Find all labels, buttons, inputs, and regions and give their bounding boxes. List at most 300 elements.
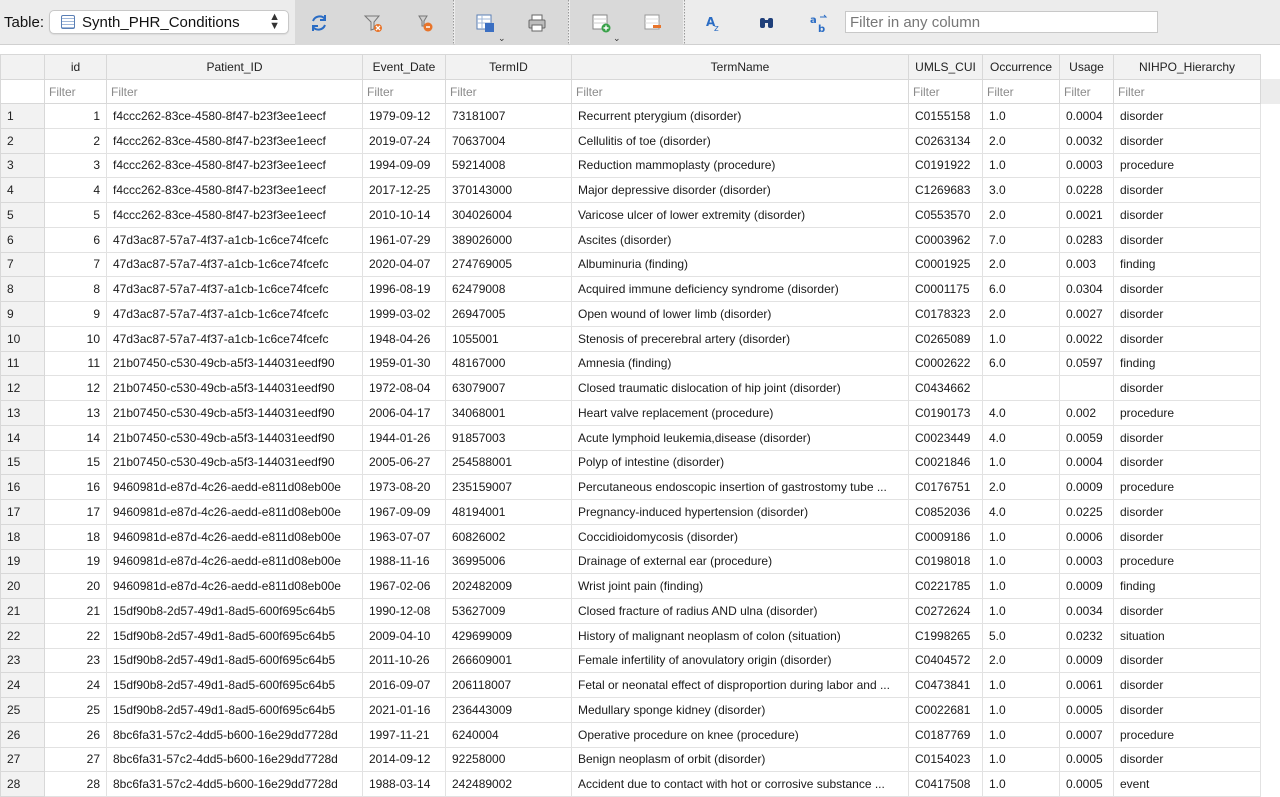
table-row[interactable] xyxy=(1,524,1261,549)
cell-id[interactable]: 8 xyxy=(45,277,107,302)
cell-umls-cui[interactable]: C1269683 xyxy=(909,178,983,203)
cell-patient-id[interactable]: 15df90b8-2d57-49d1-8ad5-600f695c64b5 xyxy=(107,673,363,698)
table-row[interactable] xyxy=(1,648,1261,673)
cell-term-name[interactable]: Pregnancy-induced hypertension (disorder) xyxy=(572,500,909,525)
cell-occurrence[interactable]: 2.0 xyxy=(983,475,1060,500)
cell-occurrence[interactable]: 2.0 xyxy=(983,648,1060,673)
cell-nihpo-hierarchy[interactable]: procedure xyxy=(1114,153,1261,178)
cell-patient-id[interactable]: 15df90b8-2d57-49d1-8ad5-600f695c64b5 xyxy=(107,599,363,624)
cell-term-id[interactable]: 91857003 xyxy=(446,425,572,450)
cell-term-id[interactable]: 48167000 xyxy=(446,351,572,376)
cell-patient-id[interactable]: 15df90b8-2d57-49d1-8ad5-600f695c64b5 xyxy=(107,698,363,723)
cell-patient-id[interactable]: 8bc6fa31-57c2-4dd5-b600-16e29dd7728d xyxy=(107,747,363,772)
cell-event-date[interactable]: 1959-01-30 xyxy=(363,351,446,376)
cell-occurrence[interactable]: 4.0 xyxy=(983,401,1060,426)
cell-term-id[interactable]: 370143000 xyxy=(446,178,572,203)
cell-umls-cui[interactable]: C0154023 xyxy=(909,747,983,772)
cell-id[interactable]: 23 xyxy=(45,648,107,673)
cell-usage[interactable]: 0.0059 xyxy=(1060,425,1114,450)
cell-umls-cui[interactable]: C0198018 xyxy=(909,549,983,574)
cell-usage[interactable]: 0.0006 xyxy=(1060,524,1114,549)
cell-id[interactable]: 7 xyxy=(45,252,107,277)
cell-occurrence[interactable]: 4.0 xyxy=(983,500,1060,525)
cell-usage[interactable]: 0.003 xyxy=(1060,252,1114,277)
cell-nihpo-hierarchy[interactable]: procedure xyxy=(1114,549,1261,574)
cell-term-name[interactable]: Recurrent pterygium (disorder) xyxy=(572,104,909,129)
cell-patient-id[interactable]: f4ccc262-83ce-4580-8f47-b23f3ee1eecf xyxy=(107,153,363,178)
cell-event-date[interactable]: 1990-12-08 xyxy=(363,599,446,624)
row-number[interactable]: 15 xyxy=(1,450,45,475)
cell-term-name[interactable]: Varicose ulcer of lower extremity (disorder) xyxy=(572,203,909,228)
cell-term-id[interactable]: 63079007 xyxy=(446,376,572,401)
cell-occurrence[interactable]: 2.0 xyxy=(983,252,1060,277)
cell-occurrence[interactable] xyxy=(983,376,1060,401)
cell-term-name[interactable]: Heart valve replacement (procedure) xyxy=(572,401,909,426)
cell-id[interactable]: 25 xyxy=(45,698,107,723)
cell-usage[interactable]: 0.0009 xyxy=(1060,574,1114,599)
cell-usage[interactable]: 0.0034 xyxy=(1060,599,1114,624)
table-row[interactable] xyxy=(1,673,1261,698)
cell-nihpo-hierarchy[interactable]: finding xyxy=(1114,351,1261,376)
cell-event-date[interactable]: 1963-07-07 xyxy=(363,524,446,549)
cell-term-id[interactable]: 26947005 xyxy=(446,302,572,327)
cell-occurrence[interactable]: 1.0 xyxy=(983,673,1060,698)
table-row[interactable] xyxy=(1,450,1261,475)
cell-umls-cui[interactable]: C0190173 xyxy=(909,401,983,426)
cell-event-date[interactable]: 2014-09-12 xyxy=(363,747,446,772)
cell-event-date[interactable]: 1961-07-29 xyxy=(363,227,446,252)
cell-id[interactable]: 20 xyxy=(45,574,107,599)
cell-usage[interactable]: 0.0004 xyxy=(1060,450,1114,475)
column-header-patient-id[interactable]: Patient_ID xyxy=(107,55,363,80)
table-row[interactable] xyxy=(1,326,1261,351)
table-row[interactable] xyxy=(1,302,1261,327)
cell-event-date[interactable]: 2017-12-25 xyxy=(363,178,446,203)
cell-term-name[interactable]: Accident due to contact with hot or corrosive substance ... xyxy=(572,772,909,797)
cell-occurrence[interactable]: 7.0 xyxy=(983,227,1060,252)
cell-id[interactable]: 5 xyxy=(45,203,107,228)
cell-patient-id[interactable]: 47d3ac87-57a7-4f37-a1cb-1c6ce74fcefc xyxy=(107,277,363,302)
cell-usage[interactable]: 0.0003 xyxy=(1060,549,1114,574)
cell-event-date[interactable]: 1988-11-16 xyxy=(363,549,446,574)
cell-term-id[interactable]: 254588001 xyxy=(446,450,572,475)
filter-occurrence-input[interactable] xyxy=(985,83,1057,101)
cell-patient-id[interactable]: 9460981d-e87d-4c26-aedd-e811d08eb00e xyxy=(107,500,363,525)
cell-id[interactable]: 13 xyxy=(45,401,107,426)
cell-umls-cui[interactable]: C0001925 xyxy=(909,252,983,277)
cell-event-date[interactable]: 1944-01-26 xyxy=(363,425,446,450)
row-number[interactable]: 11 xyxy=(1,351,45,376)
cell-patient-id[interactable]: 47d3ac87-57a7-4f37-a1cb-1c6ce74fcefc xyxy=(107,326,363,351)
cell-term-name[interactable]: Cellulitis of toe (disorder) xyxy=(572,128,909,153)
cell-occurrence[interactable]: 1.0 xyxy=(983,747,1060,772)
table-row[interactable] xyxy=(1,425,1261,450)
cell-id[interactable]: 9 xyxy=(45,302,107,327)
cell-occurrence[interactable]: 2.0 xyxy=(983,203,1060,228)
cell-nihpo-hierarchy[interactable]: disorder xyxy=(1114,277,1261,302)
cell-nihpo-hierarchy[interactable]: situation xyxy=(1114,623,1261,648)
cell-term-name[interactable]: Medullary sponge kidney (disorder) xyxy=(572,698,909,723)
cell-nihpo-hierarchy[interactable]: disorder xyxy=(1114,698,1261,723)
cell-term-id[interactable]: 266609001 xyxy=(446,648,572,673)
cell-occurrence[interactable]: 1.0 xyxy=(983,524,1060,549)
row-number[interactable]: 1 xyxy=(1,104,45,129)
cell-umls-cui[interactable]: C0021846 xyxy=(909,450,983,475)
cell-usage[interactable]: 0.0283 xyxy=(1060,227,1114,252)
cell-patient-id[interactable]: 21b07450-c530-49cb-a5f3-144031eedf90 xyxy=(107,351,363,376)
cell-event-date[interactable]: 2006-04-17 xyxy=(363,401,446,426)
cell-nihpo-hierarchy[interactable]: disorder xyxy=(1114,104,1261,129)
table-row[interactable] xyxy=(1,599,1261,624)
cell-term-name[interactable]: Stenosis of precerebral artery (disorder) xyxy=(572,326,909,351)
cell-patient-id[interactable]: 21b07450-c530-49cb-a5f3-144031eedf90 xyxy=(107,450,363,475)
cell-event-date[interactable]: 1973-08-20 xyxy=(363,475,446,500)
column-header-event-date[interactable]: Event_Date xyxy=(363,55,446,80)
cell-patient-id[interactable]: f4ccc262-83ce-4580-8f47-b23f3ee1eecf xyxy=(107,178,363,203)
cell-umls-cui[interactable]: C0187769 xyxy=(909,722,983,747)
row-number[interactable]: 28 xyxy=(1,772,45,797)
cell-id[interactable]: 2 xyxy=(45,128,107,153)
cell-umls-cui[interactable]: C0009186 xyxy=(909,524,983,549)
row-number[interactable]: 27 xyxy=(1,747,45,772)
cell-patient-id[interactable]: 15df90b8-2d57-49d1-8ad5-600f695c64b5 xyxy=(107,648,363,673)
refresh-button[interactable] xyxy=(308,12,330,34)
cell-patient-id[interactable]: 9460981d-e87d-4c26-aedd-e811d08eb00e xyxy=(107,549,363,574)
cell-id[interactable]: 18 xyxy=(45,524,107,549)
cell-id[interactable]: 19 xyxy=(45,549,107,574)
table-row[interactable] xyxy=(1,747,1261,772)
table-select[interactable] xyxy=(49,10,289,34)
cell-term-name[interactable]: Major depressive disorder (disorder) xyxy=(572,178,909,203)
row-number[interactable]: 19 xyxy=(1,549,45,574)
cell-usage[interactable]: 0.0225 xyxy=(1060,500,1114,525)
cell-patient-id[interactable]: 47d3ac87-57a7-4f37-a1cb-1c6ce74fcefc xyxy=(107,302,363,327)
cell-event-date[interactable]: 1979-09-12 xyxy=(363,104,446,129)
cell-term-id[interactable]: 53627009 xyxy=(446,599,572,624)
cell-term-id[interactable]: 235159007 xyxy=(446,475,572,500)
cell-occurrence[interactable]: 6.0 xyxy=(983,351,1060,376)
cell-id[interactable]: 26 xyxy=(45,722,107,747)
cell-nihpo-hierarchy[interactable]: disorder xyxy=(1114,376,1261,401)
cell-nihpo-hierarchy[interactable]: disorder xyxy=(1114,203,1261,228)
cell-umls-cui[interactable]: C0473841 xyxy=(909,673,983,698)
table-row[interactable] xyxy=(1,574,1261,599)
cell-event-date[interactable]: 2010-10-14 xyxy=(363,203,446,228)
cell-usage[interactable]: 0.0005 xyxy=(1060,747,1114,772)
cell-term-name[interactable]: Acquired immune deficiency syndrome (disorder) xyxy=(572,277,909,302)
cell-occurrence[interactable]: 1.0 xyxy=(983,599,1060,624)
filter-event-date-input[interactable] xyxy=(365,83,443,101)
new-record-button[interactable] xyxy=(590,12,612,34)
row-number[interactable]: 5 xyxy=(1,203,45,228)
cell-term-id[interactable]: 62479008 xyxy=(446,277,572,302)
row-number[interactable]: 14 xyxy=(1,425,45,450)
cell-umls-cui[interactable]: C0852036 xyxy=(909,500,983,525)
cell-term-name[interactable]: History of malignant neoplasm of colon (situation) xyxy=(572,623,909,648)
cell-event-date[interactable]: 2011-10-26 xyxy=(363,648,446,673)
cell-id[interactable]: 15 xyxy=(45,450,107,475)
column-header-term-name[interactable]: TermName xyxy=(572,55,909,80)
cell-nihpo-hierarchy[interactable]: disorder xyxy=(1114,524,1261,549)
cell-occurrence[interactable]: 3.0 xyxy=(983,178,1060,203)
cell-umls-cui[interactable]: C0265089 xyxy=(909,326,983,351)
cell-usage[interactable]: 0.0021 xyxy=(1060,203,1114,228)
cell-id[interactable]: 24 xyxy=(45,673,107,698)
cell-term-name[interactable]: Closed fracture of radius AND ulna (disorder) xyxy=(572,599,909,624)
cell-nihpo-hierarchy[interactable]: procedure xyxy=(1114,722,1261,747)
row-number[interactable]: 12 xyxy=(1,376,45,401)
row-number[interactable]: 9 xyxy=(1,302,45,327)
clear-filters-button[interactable] xyxy=(362,12,384,34)
cell-term-name[interactable]: Operative procedure on knee (procedure) xyxy=(572,722,909,747)
cell-term-id[interactable]: 59214008 xyxy=(446,153,572,178)
cell-patient-id[interactable]: 9460981d-e87d-4c26-aedd-e811d08eb00e xyxy=(107,574,363,599)
cell-umls-cui[interactable]: C0022681 xyxy=(909,698,983,723)
row-number[interactable]: 7 xyxy=(1,252,45,277)
cell-nihpo-hierarchy[interactable]: disorder xyxy=(1114,648,1261,673)
row-number[interactable]: 20 xyxy=(1,574,45,599)
cell-event-date[interactable]: 1948-04-26 xyxy=(363,326,446,351)
cell-patient-id[interactable]: 21b07450-c530-49cb-a5f3-144031eedf90 xyxy=(107,425,363,450)
cell-patient-id[interactable]: 47d3ac87-57a7-4f37-a1cb-1c6ce74fcefc xyxy=(107,252,363,277)
cell-patient-id[interactable]: f4ccc262-83ce-4580-8f47-b23f3ee1eecf xyxy=(107,203,363,228)
cell-occurrence[interactable]: 1.0 xyxy=(983,772,1060,797)
cell-id[interactable]: 6 xyxy=(45,227,107,252)
cell-umls-cui[interactable]: C0003962 xyxy=(909,227,983,252)
table-row[interactable] xyxy=(1,227,1261,252)
cell-patient-id[interactable]: 21b07450-c530-49cb-a5f3-144031eedf90 xyxy=(107,401,363,426)
row-number[interactable]: 22 xyxy=(1,623,45,648)
row-number[interactable]: 18 xyxy=(1,524,45,549)
find-button[interactable] xyxy=(756,12,778,34)
cell-id[interactable]: 27 xyxy=(45,747,107,772)
cell-term-name[interactable]: Albuminuria (finding) xyxy=(572,252,909,277)
cell-term-name[interactable]: Coccidioidomycosis (disorder) xyxy=(572,524,909,549)
cell-umls-cui[interactable]: C0155158 xyxy=(909,104,983,129)
table-row[interactable] xyxy=(1,277,1261,302)
cell-event-date[interactable]: 1996-08-19 xyxy=(363,277,446,302)
cell-term-name[interactable]: Polyp of intestine (disorder) xyxy=(572,450,909,475)
cell-term-id[interactable]: 6240004 xyxy=(446,722,572,747)
cell-event-date[interactable]: 1988-03-14 xyxy=(363,772,446,797)
cell-umls-cui[interactable]: C0404572 xyxy=(909,648,983,673)
cell-usage[interactable]: 0.0032 xyxy=(1060,128,1114,153)
cell-event-date[interactable]: 1999-03-02 xyxy=(363,302,446,327)
cell-term-id[interactable]: 242489002 xyxy=(446,772,572,797)
print-button[interactable] xyxy=(526,12,548,34)
cell-id[interactable]: 17 xyxy=(45,500,107,525)
cell-usage[interactable]: 0.0304 xyxy=(1060,277,1114,302)
cell-event-date[interactable]: 2005-06-27 xyxy=(363,450,446,475)
cell-usage[interactable]: 0.0228 xyxy=(1060,178,1114,203)
cell-term-name[interactable]: Female infertility of anovulatory origin (disorder) xyxy=(572,648,909,673)
cell-nihpo-hierarchy[interactable]: disorder xyxy=(1114,178,1261,203)
find-replace-button[interactable] xyxy=(808,12,830,34)
cell-umls-cui[interactable]: C0263134 xyxy=(909,128,983,153)
cell-term-id[interactable]: 274769005 xyxy=(446,252,572,277)
cell-umls-cui[interactable]: C1998265 xyxy=(909,623,983,648)
cell-event-date[interactable]: 1994-09-09 xyxy=(363,153,446,178)
table-row[interactable] xyxy=(1,722,1261,747)
cell-nihpo-hierarchy[interactable]: finding xyxy=(1114,574,1261,599)
row-number[interactable]: 3 xyxy=(1,153,45,178)
cell-patient-id[interactable]: f4ccc262-83ce-4580-8f47-b23f3ee1eecf xyxy=(107,104,363,129)
cell-term-name[interactable]: Acute lymphoid leukemia,disease (disorder) xyxy=(572,425,909,450)
column-header-nihpo-hierarchy[interactable]: NIHPO_Hierarchy xyxy=(1114,55,1261,80)
cell-event-date[interactable]: 1967-09-09 xyxy=(363,500,446,525)
cell-usage[interactable]: 0.0003 xyxy=(1060,153,1114,178)
cell-usage[interactable]: 0.0597 xyxy=(1060,351,1114,376)
table-row[interactable] xyxy=(1,376,1261,401)
column-header-usage[interactable]: Usage xyxy=(1060,55,1114,80)
cell-occurrence[interactable]: 1.0 xyxy=(983,450,1060,475)
cell-nihpo-hierarchy[interactable]: disorder xyxy=(1114,227,1261,252)
cell-usage[interactable]: 0.0027 xyxy=(1060,302,1114,327)
row-number[interactable]: 23 xyxy=(1,648,45,673)
cell-occurrence[interactable]: 1.0 xyxy=(983,326,1060,351)
cell-term-id[interactable]: 202482009 xyxy=(446,574,572,599)
table-row[interactable] xyxy=(1,252,1261,277)
cell-event-date[interactable]: 2009-04-10 xyxy=(363,623,446,648)
cell-umls-cui[interactable]: C0176751 xyxy=(909,475,983,500)
cell-term-id[interactable]: 92258000 xyxy=(446,747,572,772)
cell-patient-id[interactable]: 8bc6fa31-57c2-4dd5-b600-16e29dd7728d xyxy=(107,722,363,747)
cell-term-name[interactable]: Wrist joint pain (finding) xyxy=(572,574,909,599)
row-number[interactable]: 8 xyxy=(1,277,45,302)
cell-term-id[interactable]: 1055001 xyxy=(446,326,572,351)
filter-usage-input[interactable] xyxy=(1062,83,1111,101)
cell-id[interactable]: 4 xyxy=(45,178,107,203)
delete-record-button[interactable] xyxy=(642,12,664,34)
filter-umls-cui-input[interactable] xyxy=(911,83,980,101)
cell-nihpo-hierarchy[interactable]: disorder xyxy=(1114,500,1261,525)
cell-umls-cui[interactable]: C0002622 xyxy=(909,351,983,376)
cell-term-id[interactable]: 70637004 xyxy=(446,128,572,153)
cell-occurrence[interactable]: 4.0 xyxy=(983,425,1060,450)
cell-umls-cui[interactable]: C0178323 xyxy=(909,302,983,327)
table-row[interactable] xyxy=(1,351,1261,376)
cell-id[interactable]: 28 xyxy=(45,772,107,797)
table-row[interactable] xyxy=(1,104,1261,129)
row-number[interactable]: 10 xyxy=(1,326,45,351)
column-header-term-id[interactable]: TermID xyxy=(446,55,572,80)
cell-patient-id[interactable]: 8bc6fa31-57c2-4dd5-b600-16e29dd7728d xyxy=(107,772,363,797)
table-row[interactable] xyxy=(1,698,1261,723)
cell-event-date[interactable]: 1997-11-21 xyxy=(363,722,446,747)
cell-term-name[interactable]: Open wound of lower limb (disorder) xyxy=(572,302,909,327)
cell-term-id[interactable]: 73181007 xyxy=(446,104,572,129)
cell-nihpo-hierarchy[interactable]: disorder xyxy=(1114,747,1261,772)
cell-nihpo-hierarchy[interactable]: disorder xyxy=(1114,450,1261,475)
cell-occurrence[interactable]: 1.0 xyxy=(983,549,1060,574)
cell-id[interactable]: 11 xyxy=(45,351,107,376)
cell-nihpo-hierarchy[interactable]: disorder xyxy=(1114,425,1261,450)
cell-nihpo-hierarchy[interactable]: disorder xyxy=(1114,128,1261,153)
cell-patient-id[interactable]: 15df90b8-2d57-49d1-8ad5-600f695c64b5 xyxy=(107,623,363,648)
cell-umls-cui[interactable]: C0191922 xyxy=(909,153,983,178)
cell-id[interactable]: 21 xyxy=(45,599,107,624)
cell-usage[interactable]: 0.002 xyxy=(1060,401,1114,426)
cell-umls-cui[interactable]: C0221785 xyxy=(909,574,983,599)
cell-nihpo-hierarchy[interactable]: disorder xyxy=(1114,326,1261,351)
table-row[interactable] xyxy=(1,772,1261,797)
chevron-down-icon[interactable]: ⌄ xyxy=(613,33,621,43)
filter-nihpo-hierarchy-input[interactable] xyxy=(1116,83,1258,101)
cell-usage[interactable]: 0.0061 xyxy=(1060,673,1114,698)
filter-any-column-input[interactable] xyxy=(845,11,1158,33)
cell-usage[interactable]: 0.0004 xyxy=(1060,104,1114,129)
cell-umls-cui[interactable]: C0434662 xyxy=(909,376,983,401)
cell-event-date[interactable]: 2019-07-24 xyxy=(363,128,446,153)
cell-nihpo-hierarchy[interactable]: procedure xyxy=(1114,401,1261,426)
cell-term-id[interactable]: 36995006 xyxy=(446,549,572,574)
cell-umls-cui[interactable]: C0417508 xyxy=(909,772,983,797)
cell-umls-cui[interactable]: C0553570 xyxy=(909,203,983,228)
cell-usage[interactable]: 0.0009 xyxy=(1060,475,1114,500)
cell-term-id[interactable]: 34068001 xyxy=(446,401,572,426)
cell-nihpo-hierarchy[interactable]: disorder xyxy=(1114,599,1261,624)
cell-event-date[interactable]: 1967-02-06 xyxy=(363,574,446,599)
cell-term-id[interactable]: 389026000 xyxy=(446,227,572,252)
cell-umls-cui[interactable]: C0001175 xyxy=(909,277,983,302)
row-number[interactable]: 2 xyxy=(1,128,45,153)
cell-term-id[interactable]: 236443009 xyxy=(446,698,572,723)
cell-event-date[interactable]: 1972-08-04 xyxy=(363,376,446,401)
cell-event-date[interactable]: 2021-01-16 xyxy=(363,698,446,723)
cell-term-name[interactable]: Closed traumatic dislocation of hip joint (disorder) xyxy=(572,376,909,401)
translate-button[interactable] xyxy=(704,12,726,34)
cell-event-date[interactable]: 2020-04-07 xyxy=(363,252,446,277)
cell-umls-cui[interactable]: C0272624 xyxy=(909,599,983,624)
column-header-umls-cui[interactable]: UMLS_CUI xyxy=(909,55,983,80)
cell-term-id[interactable]: 304026004 xyxy=(446,203,572,228)
cell-term-id[interactable]: 48194001 xyxy=(446,500,572,525)
row-number[interactable]: 16 xyxy=(1,475,45,500)
cell-term-id[interactable]: 60826002 xyxy=(446,524,572,549)
cell-event-date[interactable]: 2016-09-07 xyxy=(363,673,446,698)
cell-nihpo-hierarchy[interactable]: finding xyxy=(1114,252,1261,277)
cell-usage[interactable]: 0.0022 xyxy=(1060,326,1114,351)
cell-nihpo-hierarchy[interactable]: event xyxy=(1114,772,1261,797)
cell-term-id[interactable]: 429699009 xyxy=(446,623,572,648)
delete-filter-button[interactable] xyxy=(414,12,436,34)
cell-patient-id[interactable]: 21b07450-c530-49cb-a5f3-144031eedf90 xyxy=(107,376,363,401)
cell-usage[interactable]: 0.0007 xyxy=(1060,722,1114,747)
cell-term-name[interactable]: Reduction mammoplasty (procedure) xyxy=(572,153,909,178)
cell-term-name[interactable]: Ascites (disorder) xyxy=(572,227,909,252)
filter-term-id-input[interactable] xyxy=(448,83,569,101)
row-number[interactable]: 26 xyxy=(1,722,45,747)
cell-id[interactable]: 1 xyxy=(45,104,107,129)
cell-usage[interactable]: 0.0005 xyxy=(1060,698,1114,723)
cell-umls-cui[interactable]: C0023449 xyxy=(909,425,983,450)
cell-id[interactable]: 3 xyxy=(45,153,107,178)
cell-term-name[interactable]: Percutaneous endoscopic insertion of gastrostomy tube ... xyxy=(572,475,909,500)
cell-nihpo-hierarchy[interactable]: procedure xyxy=(1114,475,1261,500)
column-header-id[interactable]: id xyxy=(45,55,107,80)
cell-nihpo-hierarchy[interactable]: disorder xyxy=(1114,302,1261,327)
table-row[interactable] xyxy=(1,500,1261,525)
cell-occurrence[interactable]: 1.0 xyxy=(983,104,1060,129)
column-header-occurrence[interactable]: Occurrence xyxy=(983,55,1060,80)
table-row[interactable] xyxy=(1,153,1261,178)
row-number[interactable]: 21 xyxy=(1,599,45,624)
table-row[interactable] xyxy=(1,401,1261,426)
cell-usage[interactable] xyxy=(1060,376,1114,401)
cell-id[interactable]: 22 xyxy=(45,623,107,648)
filter-term-name-input[interactable] xyxy=(574,83,906,101)
cell-id[interactable]: 10 xyxy=(45,326,107,351)
